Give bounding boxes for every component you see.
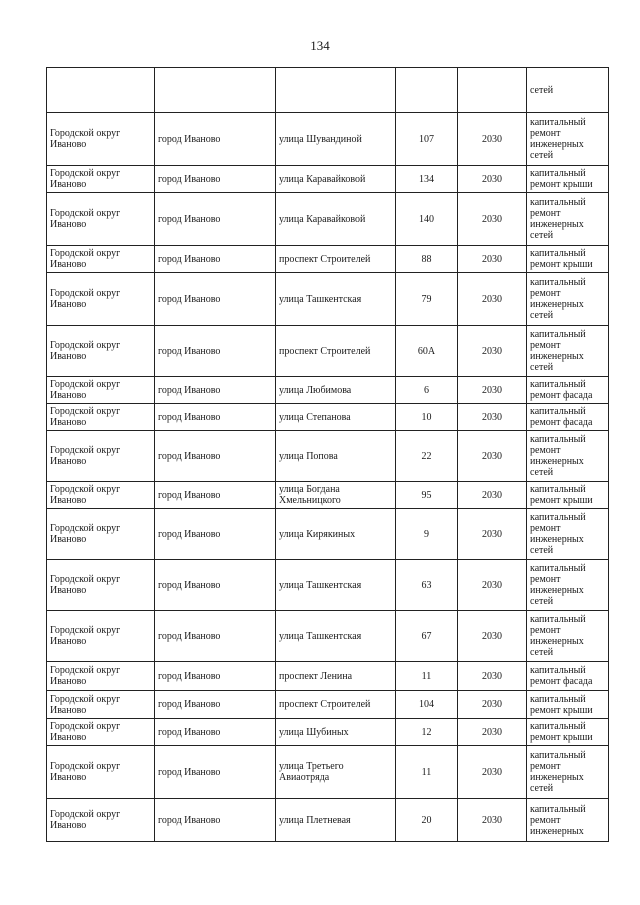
city-cell: город Иваново [155, 509, 276, 560]
district-cell: Городской округ Иваново [47, 482, 155, 509]
house-number-cell: 79 [396, 273, 458, 326]
street-cell: проспект Строителей [276, 326, 396, 377]
house-number-cell: 67 [396, 611, 458, 662]
repair-type-cell: капитальный ремонт фасада [527, 377, 609, 404]
house-number-cell: 107 [396, 113, 458, 166]
district-cell: Городской округ Иваново [47, 662, 155, 691]
repair-type-cell: капитальный ремонт крыши [527, 246, 609, 273]
street-cell: улица Степанова [276, 404, 396, 431]
street-cell: проспект Строителей [276, 691, 396, 719]
street-cell: улица Ташкентская [276, 560, 396, 611]
year-cell: 2030 [458, 560, 527, 611]
repair-type-cell: капитальный ремонт крыши [527, 691, 609, 719]
table-row [47, 193, 609, 246]
year-cell: 2030 [458, 166, 527, 193]
table-row [47, 611, 609, 662]
table-row [47, 68, 609, 113]
repair-type-cell: капитальный ремонт фасада [527, 662, 609, 691]
house-number-cell: 10 [396, 404, 458, 431]
table-row [47, 746, 609, 799]
city-cell: город Иваново [155, 273, 276, 326]
repair-type-cell: капитальный ремонт инженерных сетей [527, 611, 609, 662]
city-cell: город Иваново [155, 746, 276, 799]
house-number-cell: 104 [396, 691, 458, 719]
city-cell: город Иваново [155, 246, 276, 273]
table-row [47, 482, 609, 509]
street-cell: улица Ташкентская [276, 273, 396, 326]
page-number: 134 [310, 38, 330, 53]
table-row [47, 273, 609, 326]
district-cell [47, 68, 155, 113]
table-row [47, 431, 609, 482]
street-cell: улица Шубиных [276, 719, 396, 746]
district-cell: Городской округ Иваново [47, 193, 155, 246]
city-cell: город Иваново [155, 799, 276, 842]
street-cell: проспект Ленина [276, 662, 396, 691]
year-cell: 2030 [458, 431, 527, 482]
district-cell: Городской округ Иваново [47, 113, 155, 166]
repair-type-cell: сетей [527, 68, 609, 113]
table-row [47, 326, 609, 377]
house-number-cell: 88 [396, 246, 458, 273]
table-row [47, 662, 609, 691]
house-number-cell: 11 [396, 662, 458, 691]
city-cell: город Иваново [155, 662, 276, 691]
city-cell: город Иваново [155, 560, 276, 611]
year-cell: 2030 [458, 273, 527, 326]
district-cell: Городской округ Иваново [47, 431, 155, 482]
house-number-cell: 60А [396, 326, 458, 377]
year-cell: 2030 [458, 719, 527, 746]
street-cell: улица Богдана Хмельницкого [276, 482, 396, 509]
repair-type-cell: капитальный ремонт инженерных [527, 799, 609, 842]
district-cell: Городской округ Иваново [47, 560, 155, 611]
housing-repair-table [46, 67, 609, 842]
city-cell: город Иваново [155, 113, 276, 166]
street-cell: улица Третьего Авиаотряда [276, 746, 396, 799]
house-number-cell: 20 [396, 799, 458, 842]
year-cell: 2030 [458, 482, 527, 509]
year-cell: 2030 [458, 193, 527, 246]
house-number-cell: 134 [396, 166, 458, 193]
table-body [47, 68, 609, 842]
street-cell: улица Каравайковой [276, 166, 396, 193]
city-cell: город Иваново [155, 691, 276, 719]
district-cell: Городской округ Иваново [47, 273, 155, 326]
repair-type-cell: капитальный ремонт инженерных сетей [527, 273, 609, 326]
year-cell: 2030 [458, 662, 527, 691]
city-cell: город Иваново [155, 719, 276, 746]
table-row [47, 246, 609, 273]
table-row [47, 113, 609, 166]
district-cell: Городской округ Иваново [47, 166, 155, 193]
year-cell [458, 68, 527, 113]
street-cell: улица Каравайковой [276, 193, 396, 246]
repair-type-cell: капитальный ремонт фасада [527, 404, 609, 431]
street-cell: улица Попова [276, 431, 396, 482]
district-cell: Городской округ Иваново [47, 509, 155, 560]
table-row [47, 691, 609, 719]
street-cell: улица Плетневая [276, 799, 396, 842]
house-number-cell: 95 [396, 482, 458, 509]
house-number-cell: 12 [396, 719, 458, 746]
city-cell: город Иваново [155, 611, 276, 662]
district-cell: Городской округ Иваново [47, 404, 155, 431]
city-cell: город Иваново [155, 326, 276, 377]
street-cell: улица Любимова [276, 377, 396, 404]
table-row [47, 404, 609, 431]
house-number-cell: 63 [396, 560, 458, 611]
table-row [47, 799, 609, 842]
repair-type-cell: капитальный ремонт инженерных сетей [527, 509, 609, 560]
year-cell: 2030 [458, 113, 527, 166]
year-cell: 2030 [458, 326, 527, 377]
year-cell: 2030 [458, 746, 527, 799]
district-cell: Городской округ Иваново [47, 746, 155, 799]
city-cell: город Иваново [155, 166, 276, 193]
street-cell: улица Шувандиной [276, 113, 396, 166]
repair-type-cell: капитальный ремонт инженерных сетей [527, 746, 609, 799]
year-cell: 2030 [458, 404, 527, 431]
repair-type-cell: капитальный ремонт инженерных сетей [527, 560, 609, 611]
city-cell: город Иваново [155, 193, 276, 246]
street-cell: улица Ташкентская [276, 611, 396, 662]
house-number-cell: 140 [396, 193, 458, 246]
repair-type-cell: капитальный ремонт инженерных сетей [527, 326, 609, 377]
house-number-cell [396, 68, 458, 113]
repair-type-cell: капитальный ремонт крыши [527, 482, 609, 509]
year-cell: 2030 [458, 246, 527, 273]
repair-type-cell: капитальный ремонт инженерных сетей [527, 193, 609, 246]
table-row [47, 166, 609, 193]
repair-type-cell: капитальный ремонт инженерных сетей [527, 431, 609, 482]
district-cell: Городской округ Иваново [47, 326, 155, 377]
year-cell: 2030 [458, 611, 527, 662]
repair-type-cell: капитальный ремонт инженерных сетей [527, 113, 609, 166]
district-cell: Городской округ Иваново [47, 377, 155, 404]
street-cell: проспект Строителей [276, 246, 396, 273]
house-number-cell: 9 [396, 509, 458, 560]
district-cell: Городской округ Иваново [47, 246, 155, 273]
house-number-cell: 11 [396, 746, 458, 799]
district-cell: Городской округ Иваново [47, 719, 155, 746]
district-cell: Городской округ Иваново [47, 691, 155, 719]
year-cell: 2030 [458, 799, 527, 842]
city-cell: город Иваново [155, 482, 276, 509]
year-cell: 2030 [458, 509, 527, 560]
repair-type-cell: капитальный ремонт крыши [527, 719, 609, 746]
table-row [47, 719, 609, 746]
house-number-cell: 6 [396, 377, 458, 404]
street-cell [276, 68, 396, 113]
repair-type-cell: капитальный ремонт крыши [527, 166, 609, 193]
table-row [47, 377, 609, 404]
district-cell: Городской округ Иваново [47, 799, 155, 842]
house-number-cell: 22 [396, 431, 458, 482]
year-cell: 2030 [458, 691, 527, 719]
table-row [47, 509, 609, 560]
table-row [47, 560, 609, 611]
city-cell: город Иваново [155, 404, 276, 431]
district-cell: Городской округ Иваново [47, 611, 155, 662]
year-cell: 2030 [458, 377, 527, 404]
street-cell: улица Кирякиных [276, 509, 396, 560]
city-cell: город Иваново [155, 377, 276, 404]
city-cell [155, 68, 276, 113]
city-cell: город Иваново [155, 431, 276, 482]
